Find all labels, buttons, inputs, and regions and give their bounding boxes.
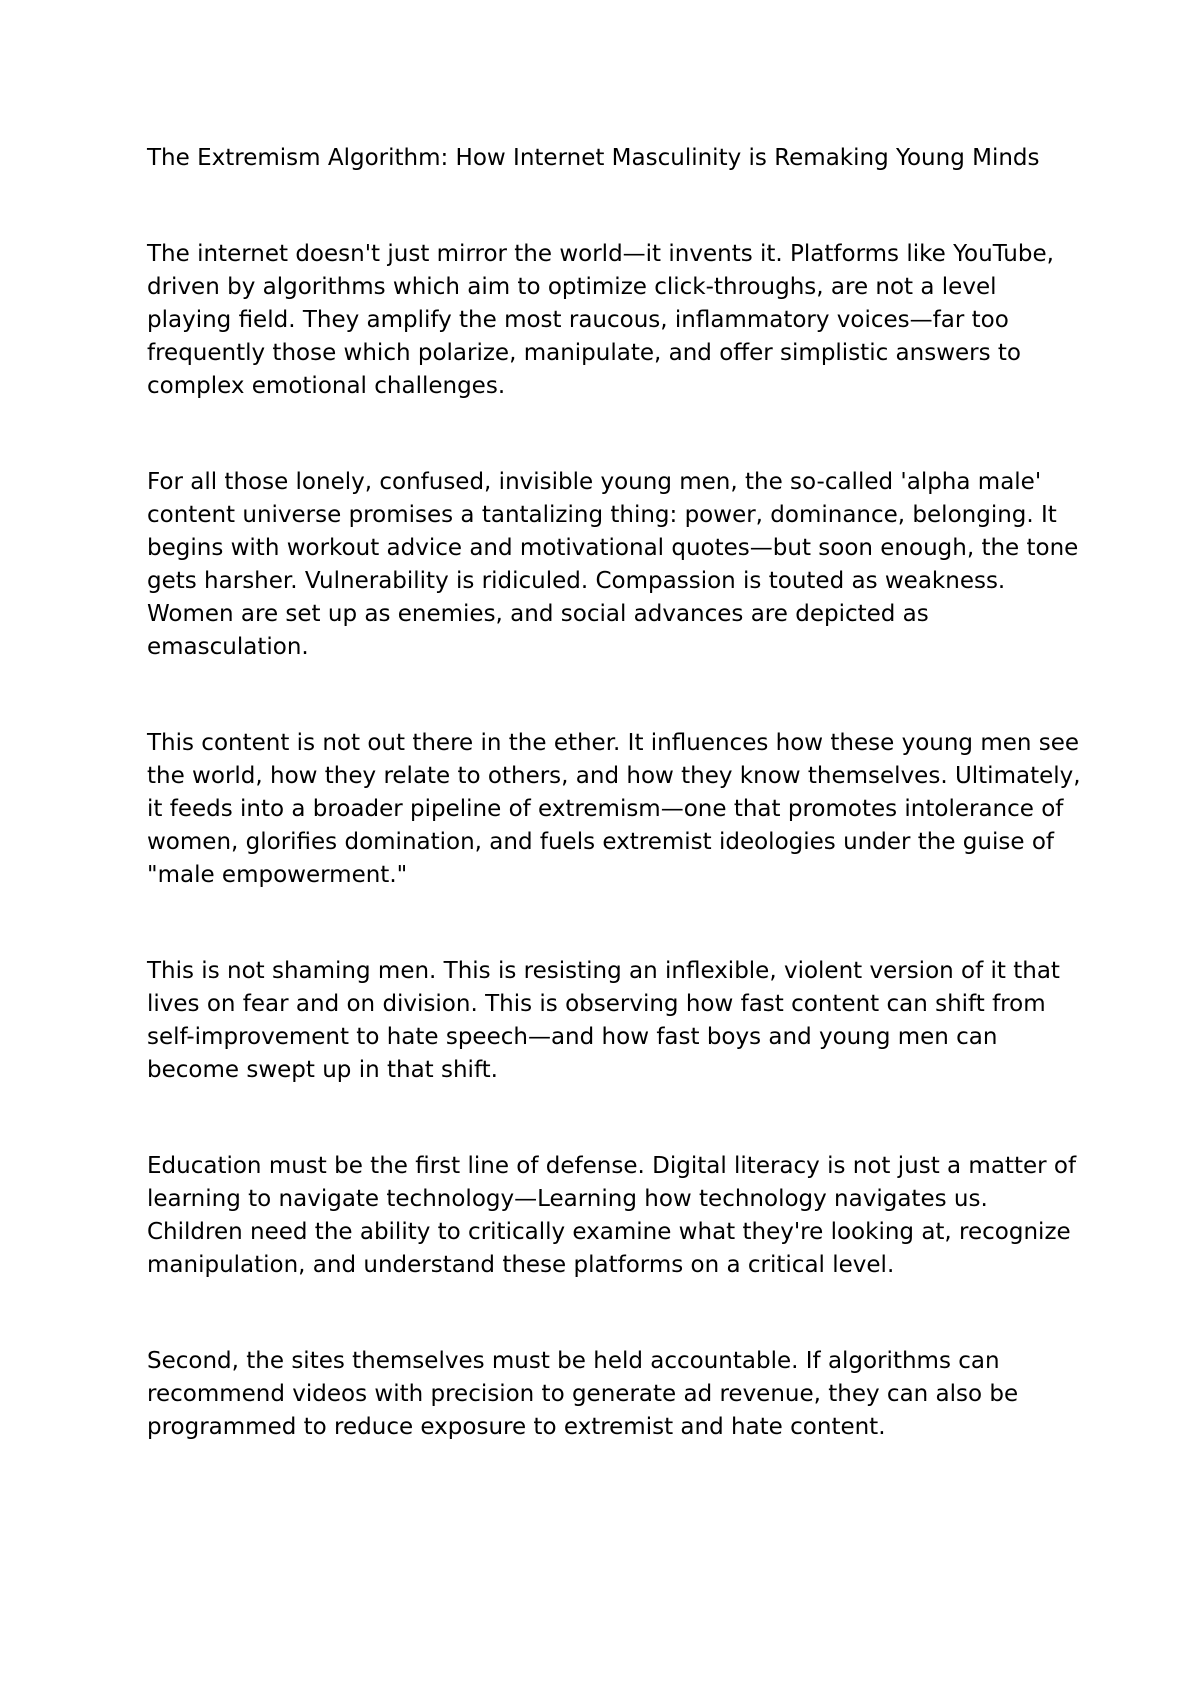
paragraph-6: Second, the sites themselves must be held accountable. If algorithms can recommend videos with precision to generate ad revenue, they can also be programmed to reduce exposure to extremist and hate content. bbox=[147, 1348, 1019, 1440]
paragraph-5: Education must be the first line of defense. Digital literacy is not just a matter of learning to navigate technology—Learning how technology navigates us. Children need the ability to critically examine what they're looking at, recognize manipulation, and understand these platforms on a critical level. bbox=[147, 1153, 1077, 1278]
paragraph-3: This content is not out there in the ether. It influences how these young men see the world, how they relate to others, and how they know themselves. Ultimately, it feeds into a broader pipeline of extremism—one that promotes intolerance of women, glorifies domination, and fuels extremist ideologies under the guise of "male empowerment." bbox=[147, 730, 1081, 888]
document-title: The Extremism Algorithm: How Internet Masculinity is Remaking Young Minds bbox=[147, 145, 1040, 171]
paragraph-4: This is not shaming men. This is resisting an inflexible, violent version of it that lives on fear and on division. This is observing how fast content can shift from self-improvement to hate speech—and how fast boys and young men can become swept up in that shift. bbox=[147, 958, 1060, 1083]
paragraph-1: The internet doesn't just mirror the world—it invents it. Platforms like YouTube, driven by algorithms which aim to optimize click-throughs, are not a level playing field. They amplify the most raucous, inflammatory voices—far too frequently those which polarize, manipulate, and offer simplistic answers to complex emotional challenges. bbox=[147, 241, 1054, 399]
paragraph-2: For all those lonely, confused, invisible young men, the so-called 'alpha male' content universe promises a tantalizing thing: power, dominance, belonging. It begins with workout advice and motivational quotes—but soon enough, the tone gets harsher. Vulnerability is ridiculed. Compassion is touted as weakness. Women are set up as enemies, and social advances are depicted as emasculation. bbox=[147, 469, 1079, 660]
